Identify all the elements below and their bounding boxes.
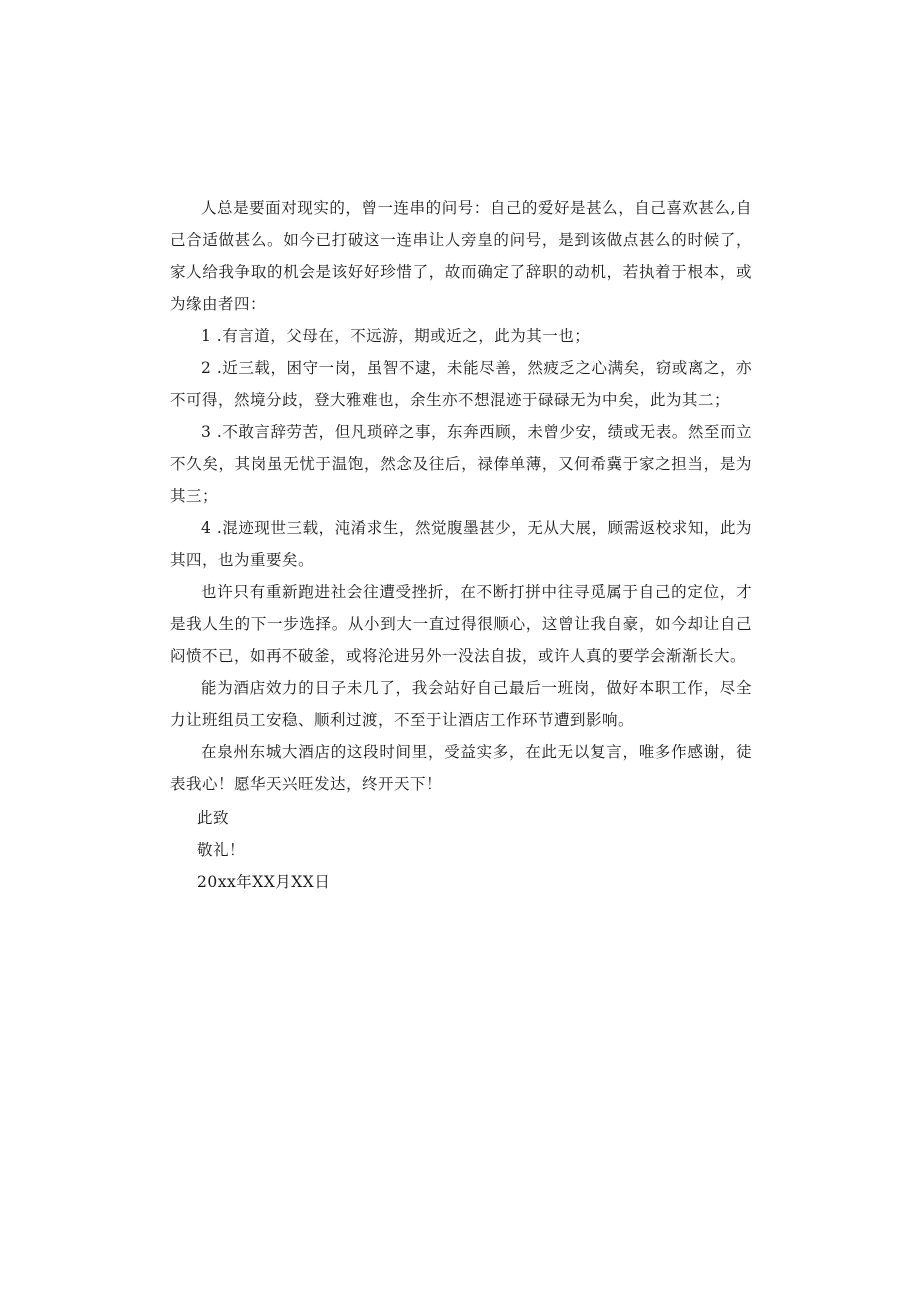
paragraph-intro: 人总是要面对现实的，曾一连串的问号：自己的爱好是甚么，自己喜欢甚么,自己合适做甚么。如今已打破这一连串让人旁皇的问号，是到该做点甚么的时候了，家人给我争取的机会是该好好珍惜了，故而确定了辞职的动机，若执着于根本，或为缘由者四： <box>170 199 752 313</box>
paragraph-commitment: 能为酒店效力的日子未几了，我会站好自己最后一班岗，做好本职工作，尽全力让班组员工安稳、顺利过渡，不至于让酒店工作环节遭到影响。 <box>170 679 752 729</box>
paragraph-reason-2: 2 .近三载，困守一岗，虽智不逮，未能尽善，然疲乏之心满矣，窃或离之，亦不可得，然境分歧，登大雅难也，余生亦不想混迹于碌碌无为中矣，此为其二； <box>170 359 752 409</box>
paragraph-reason-1: 1 .有言道，父母在，不远游，期或近之，此为其一也； <box>201 327 591 345</box>
paragraph-reason-3: 3 .不敢言辞劳苦，但凡琐碎之事，东奔西顾，未曾少安，绩或无表。然至而立不久矣，其岗虽无忧于温饱，然念及往后，禄俸单薄，又何希冀于家之担当，是为其三； <box>170 423 752 505</box>
closing-salutation: 此致 <box>197 809 230 827</box>
paragraph-reason-4: 4 .混迹现世三载，沌淆求生，然觉腹墨甚少，无从大展，顾需返校求知，此为其四，也为重要矣。 <box>170 519 752 569</box>
closing-regards: 敬礼！ <box>197 841 246 859</box>
paragraph-outlook: 也许只有重新跑进社会往遭受挫折，在不断打拼中往寻觅属于自己的定位，才是我人生的下一步选择。从小到大一直过得很顺心，这曾让我自豪，如今却让自己闷愤不已，如再不破釜，或将沦进另外一没法自拔，或许人真的要学会渐渐长大。 <box>170 583 752 665</box>
signature-date: 20xx年XX月XX日 <box>197 873 331 891</box>
document-body <box>170 192 752 898</box>
paragraph-thanks: 在泉州东城大酒店的这段时间里，受益实多，在此无以复言，唯多作感谢，徒表我心！愿华天兴旺发达，终开天下！ <box>170 743 752 793</box>
